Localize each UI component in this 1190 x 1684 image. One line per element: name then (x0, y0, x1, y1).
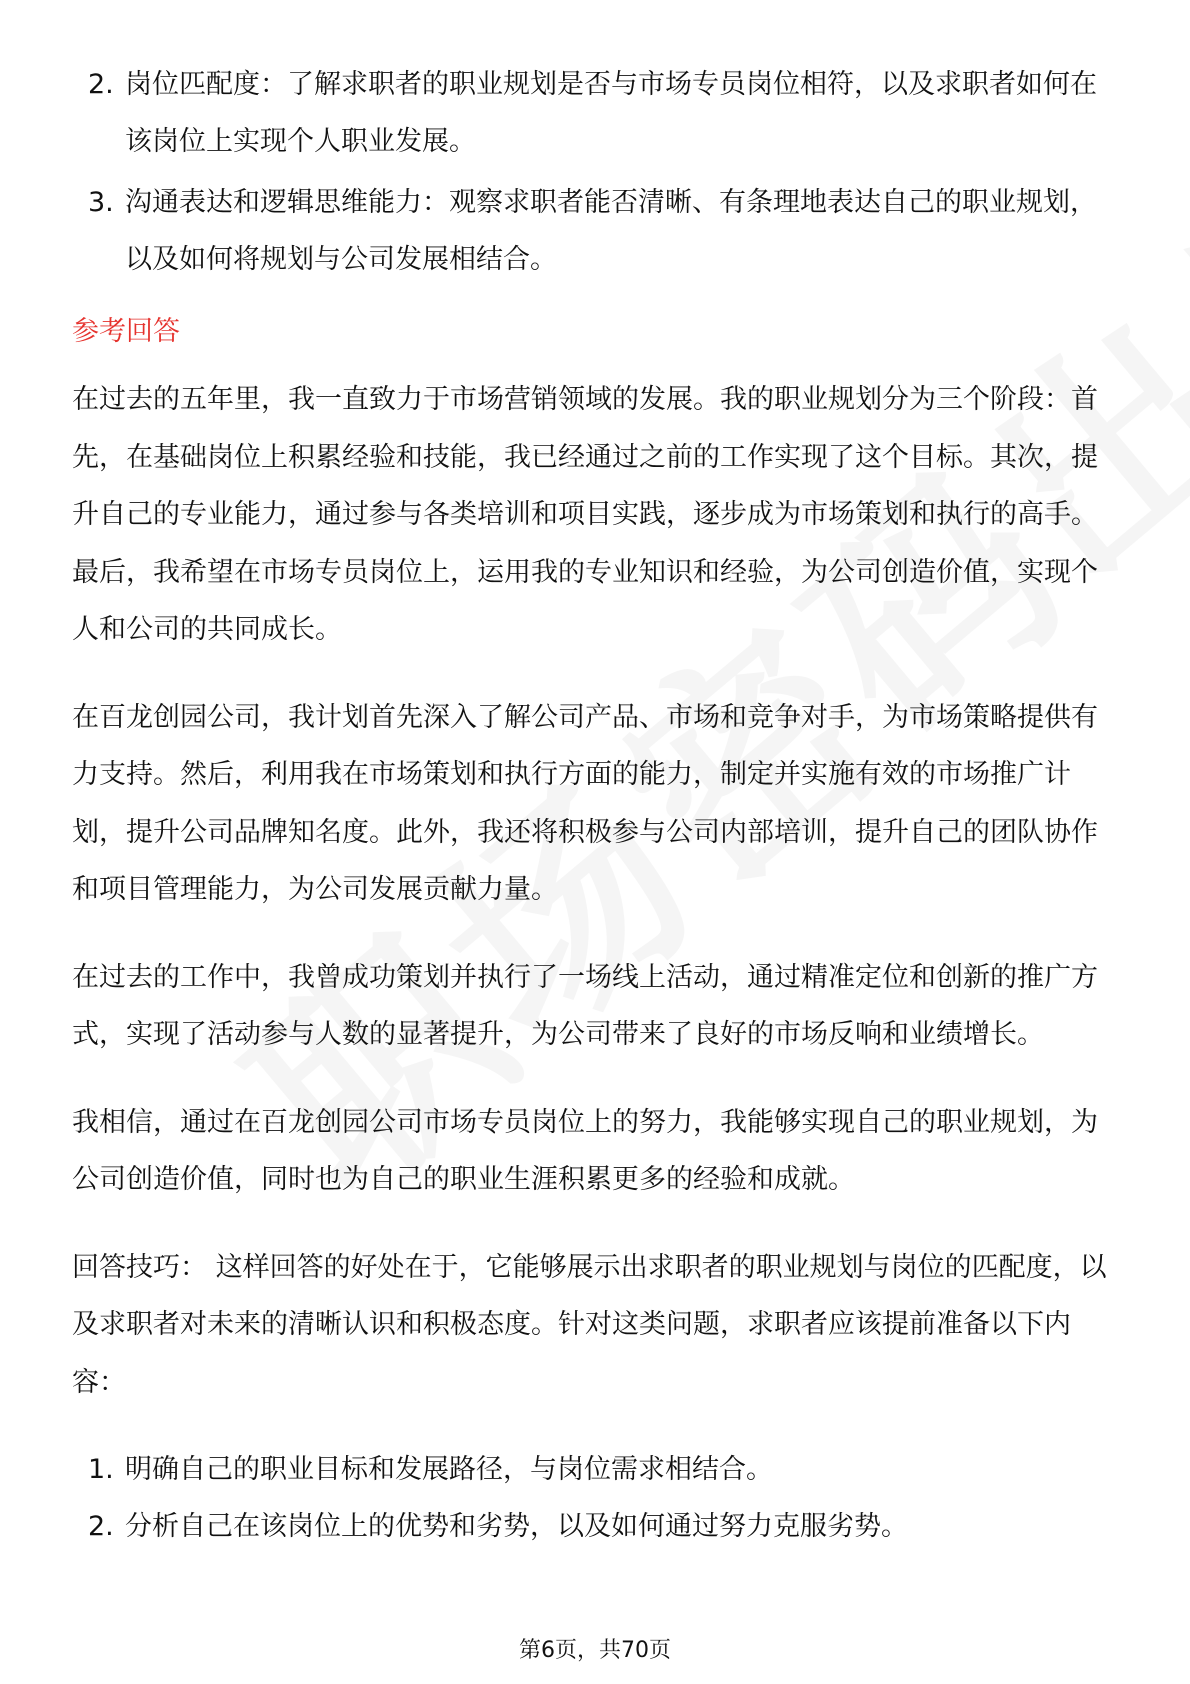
answer-paragraph: 在百龙创园公司，我计划首先深入了解公司产品、市场和竞争对手，为市场策略提供有力支持。然后，利用我在市场策划和执行方面的能力，制定并实施有效的市场推广计划，提升公司品牌知名度。此外，我还将积极参与公司内部培训，提升自己的团队协作和项目管理能力，为公司发展贡献力量。 (72, 701, 1098, 905)
list-item-number: 2. (88, 1511, 114, 1542)
list-item-number: 3. (88, 187, 114, 218)
list-item (72, 1498, 1117, 1555)
answer-paragraph: 在过去的五年里，我一直致力于市场营销领域的发展。我的职业规划分为三个阶段：首先，在基础岗位上积累经验和技能，我已经通过之前的工作实现了这个目标。其次，提升自己的专业能力，通过参与各类培训和项目实践，逐步成为市场策划和执行的高手。最后，我希望在市场专员岗位上，运用我的专业知识和经验，为公司创造价值，实现个人和公司的共同成长。 (72, 384, 1098, 645)
list-item-text: 分析自己在该岗位上的优势和劣势，以及如何通过努力克服劣势。 (125, 1511, 908, 1542)
section-title: 参考回答 (72, 316, 180, 347)
list-item-text: 沟通表达和逻辑思维能力：观察求职者能否清晰、有条理地表达自己的职业规划，以及如何将规划与公司发展相结合。 (125, 187, 1097, 275)
tips-paragraph: 回答技巧： 这样回答的好处在于，它能够展示出求职者的职业规划与岗位的匹配度，以及求职者对未来的清晰认识和积极态度。针对这类问题，求职者应该提前准备以下内容： (72, 1251, 1107, 1398)
answer-paragraph: 我相信，通过在百龙创园公司市场专员岗位上的努力，我能够实现自己的职业规划，为公司创造价值，同时也为自己的职业生涯积累更多的经验和成就。 (72, 1106, 1098, 1195)
list-item-text: 明确自己的职业目标和发展路径，与岗位需求相结合。 (125, 1454, 773, 1485)
criteria-list (72, 56, 1117, 288)
answer-paragraph: 在过去的工作中，我曾成功策划并执行了一场线上活动，通过精准定位和创新的推广方式，实现了活动参与人数的显著提升，为公司带来了良好的市场反响和业绩增长。 (72, 961, 1098, 1050)
list-item (72, 1441, 1117, 1498)
preparation-list (72, 1441, 1117, 1555)
list-item (72, 56, 1117, 170)
page-content (72, 56, 1117, 1555)
list-item-text: 岗位匹配度：了解求职者的职业规划是否与市场专员岗位相符，以及求职者如何在该岗位上实现个人职业发展。 (125, 69, 1097, 157)
page-number: 第6页，共70页 (519, 1638, 671, 1663)
list-item-number: 2. (88, 69, 114, 100)
list-item-number: 1. (88, 1454, 114, 1485)
list-item (72, 174, 1117, 288)
